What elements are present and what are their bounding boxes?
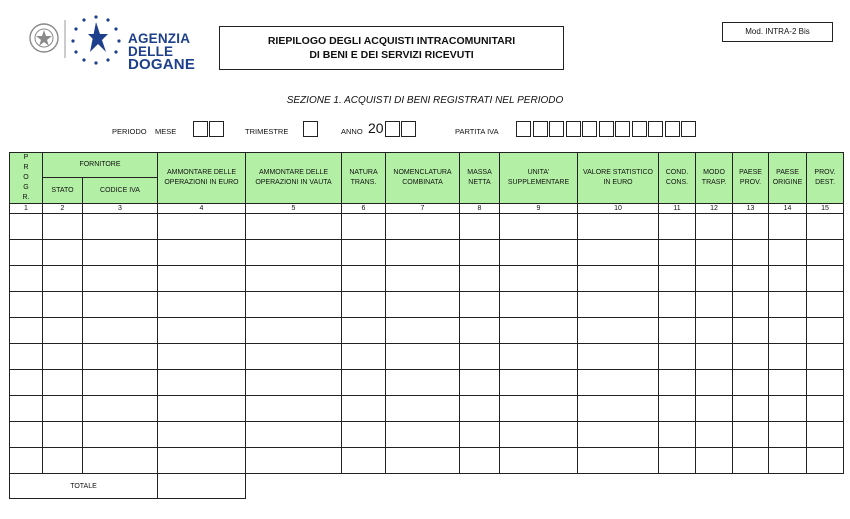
- table-cell[interactable]: [659, 214, 696, 240]
- table-cell[interactable]: [43, 240, 83, 266]
- table-cell[interactable]: [158, 214, 246, 240]
- table-cell[interactable]: [386, 448, 460, 474]
- table-cell[interactable]: [43, 370, 83, 396]
- partita-iva-digit[interactable]: [582, 121, 597, 137]
- column-number: 7: [386, 204, 460, 214]
- partita-iva-digit[interactable]: [516, 121, 531, 137]
- column-number: 10: [578, 204, 659, 214]
- table-cell[interactable]: [500, 266, 578, 292]
- table-cell[interactable]: [500, 370, 578, 396]
- trimestre-label: TRIMESTRE: [245, 127, 289, 136]
- table-cell[interactable]: [733, 240, 769, 266]
- table-cell[interactable]: [246, 344, 342, 370]
- table-cell[interactable]: [696, 240, 733, 266]
- table-cell[interactable]: [769, 240, 807, 266]
- table-cell[interactable]: [342, 344, 386, 370]
- table-cell[interactable]: [733, 266, 769, 292]
- table-cell[interactable]: [460, 448, 500, 474]
- column-number: 2: [43, 204, 83, 214]
- table-cell[interactable]: [158, 266, 246, 292]
- partita-iva-digit[interactable]: [681, 121, 696, 137]
- table-row: [10, 214, 844, 240]
- table-cell[interactable]: [578, 448, 659, 474]
- table-cell[interactable]: [83, 344, 158, 370]
- table-cell[interactable]: [659, 240, 696, 266]
- table-cell[interactable]: [733, 370, 769, 396]
- header-ammontare-euro: AMMONTARE DELLE OPERAZIONI IN EURO: [158, 153, 246, 204]
- eu-stars-icon: [71, 15, 120, 64]
- column-number: 5: [246, 204, 342, 214]
- table-cell[interactable]: [246, 422, 342, 448]
- table-cell[interactable]: [578, 370, 659, 396]
- table-cell[interactable]: [342, 448, 386, 474]
- column-number: 14: [769, 204, 807, 214]
- table-cell[interactable]: [769, 266, 807, 292]
- table-cell[interactable]: [83, 318, 158, 344]
- header-prov-dest: PROV. DEST.: [807, 153, 844, 204]
- table-cell[interactable]: [769, 318, 807, 344]
- table-cell[interactable]: [460, 240, 500, 266]
- table-cell[interactable]: [578, 344, 659, 370]
- table-cell[interactable]: [10, 240, 43, 266]
- partita-iva-digit[interactable]: [648, 121, 663, 137]
- table-cell[interactable]: [659, 448, 696, 474]
- table-row: [10, 344, 844, 370]
- table-cell[interactable]: [10, 214, 43, 240]
- table-cell[interactable]: [246, 240, 342, 266]
- table-cell[interactable]: [43, 396, 83, 422]
- header-unita: UNITA' SUPPLEMENTARE: [500, 153, 578, 204]
- table-cell[interactable]: [43, 422, 83, 448]
- table-cell[interactable]: [500, 292, 578, 318]
- table-cell[interactable]: [342, 370, 386, 396]
- column-number: 8: [460, 204, 500, 214]
- table-cell[interactable]: [807, 370, 844, 396]
- table-cell[interactable]: [500, 396, 578, 422]
- table-cell[interactable]: [696, 422, 733, 448]
- table-cell[interactable]: [500, 448, 578, 474]
- table-cell[interactable]: [696, 370, 733, 396]
- table-cell[interactable]: [83, 266, 158, 292]
- header-ammontare-valuta: AMMONTARE DELLE OPERAZIONI IN VAUTA: [246, 153, 342, 204]
- table-cell[interactable]: [460, 318, 500, 344]
- model-code: Mod. INTRA-2 Bis: [722, 22, 833, 42]
- table-cell[interactable]: [246, 214, 342, 240]
- header-valore: VALORE STATISTICO IN EURO: [578, 153, 659, 204]
- table-cell[interactable]: [83, 396, 158, 422]
- table-cell[interactable]: [733, 422, 769, 448]
- table-cell[interactable]: [807, 292, 844, 318]
- mese-digit-2[interactable]: [209, 121, 224, 137]
- table-cell[interactable]: [769, 344, 807, 370]
- table-cell[interactable]: [158, 344, 246, 370]
- table-cell[interactable]: [807, 396, 844, 422]
- column-number: 9: [500, 204, 578, 214]
- header-natura: NATURA TRANS.: [342, 153, 386, 204]
- table-cell[interactable]: [43, 266, 83, 292]
- table-cell[interactable]: [500, 318, 578, 344]
- table-cell[interactable]: [246, 318, 342, 344]
- republic-emblem-icon: [30, 24, 58, 52]
- partita-iva-digit[interactable]: [533, 121, 548, 137]
- table-cell[interactable]: [246, 370, 342, 396]
- table-cell[interactable]: [659, 292, 696, 318]
- table-cell[interactable]: [10, 448, 43, 474]
- table-cell[interactable]: [342, 214, 386, 240]
- table-row: [10, 370, 844, 396]
- partita-iva-digit[interactable]: [665, 121, 680, 137]
- table-cell[interactable]: [769, 422, 807, 448]
- table-cell[interactable]: [83, 422, 158, 448]
- table-cell[interactable]: [158, 292, 246, 318]
- table-cell[interactable]: [342, 422, 386, 448]
- table-row: [10, 396, 844, 422]
- form-title: RIEPILOGO DEGLI ACQUISTI INTRACOMUNITARI DI BENI E DEI SERVIZI RICEVUTI: [219, 26, 564, 70]
- table-cell[interactable]: [342, 396, 386, 422]
- table-cell[interactable]: [386, 396, 460, 422]
- table-cell[interactable]: [769, 370, 807, 396]
- anno-prefix: 20: [368, 120, 384, 136]
- header-modo: MODO TRASP.: [696, 153, 733, 204]
- table-cell[interactable]: [386, 422, 460, 448]
- column-number: 13: [733, 204, 769, 214]
- periodo-label: PERIODO: [112, 127, 147, 136]
- table-cell[interactable]: [807, 240, 844, 266]
- header-paese-prov: PAESE PROV.: [733, 153, 769, 204]
- table-cell[interactable]: [342, 292, 386, 318]
- acquisti-table: [9, 152, 844, 499]
- table-cell[interactable]: [696, 292, 733, 318]
- table-cell[interactable]: [807, 344, 844, 370]
- partita-iva-digit[interactable]: [566, 121, 581, 137]
- table-cell[interactable]: [386, 266, 460, 292]
- total-spacer: [246, 474, 844, 499]
- table-cell[interactable]: [158, 396, 246, 422]
- table-cell[interactable]: [769, 448, 807, 474]
- table-cell[interactable]: [733, 448, 769, 474]
- table-cell[interactable]: [769, 292, 807, 318]
- column-number: 12: [696, 204, 733, 214]
- partita-iva-digit[interactable]: [615, 121, 630, 137]
- table-cell[interactable]: [659, 344, 696, 370]
- header-fornitore: FORNITORE: [43, 153, 158, 178]
- table-cell[interactable]: [246, 396, 342, 422]
- table-cell[interactable]: [342, 240, 386, 266]
- table-cell[interactable]: [83, 448, 158, 474]
- table-cell[interactable]: [386, 344, 460, 370]
- table-cell[interactable]: [733, 318, 769, 344]
- table-cell[interactable]: [460, 422, 500, 448]
- table-cell[interactable]: [733, 292, 769, 318]
- table-cell[interactable]: [158, 240, 246, 266]
- partita-iva-digit[interactable]: [549, 121, 564, 137]
- table-cell[interactable]: [659, 266, 696, 292]
- table-cell[interactable]: [500, 240, 578, 266]
- header-paese-origine: PAESE ORIGINE: [769, 153, 807, 204]
- table-cell[interactable]: [659, 396, 696, 422]
- table-cell[interactable]: [43, 214, 83, 240]
- table-cell[interactable]: [696, 448, 733, 474]
- table-cell[interactable]: [10, 370, 43, 396]
- table-cell[interactable]: [500, 214, 578, 240]
- table-cell[interactable]: [10, 318, 43, 344]
- table-cell[interactable]: [578, 318, 659, 344]
- table-cell[interactable]: [43, 318, 83, 344]
- total-label: TOTALE: [10, 474, 158, 499]
- table-cell[interactable]: [696, 214, 733, 240]
- table-cell[interactable]: [158, 318, 246, 344]
- table-cell[interactable]: [246, 448, 342, 474]
- table-cell[interactable]: [659, 370, 696, 396]
- column-number-row: [10, 204, 844, 214]
- table-cell[interactable]: [733, 396, 769, 422]
- table-cell[interactable]: [83, 370, 158, 396]
- table-row: [10, 266, 844, 292]
- table-cell[interactable]: [500, 422, 578, 448]
- table-cell[interactable]: [43, 292, 83, 318]
- table-row: [10, 448, 844, 474]
- table-row: [10, 292, 844, 318]
- header-codice-iva: CODICE IVA: [83, 178, 158, 204]
- table-cell[interactable]: [659, 318, 696, 344]
- table-cell[interactable]: [696, 318, 733, 344]
- header-progr: P R O G R.: [10, 153, 43, 204]
- trimestre-digit[interactable]: [303, 121, 318, 137]
- header-stato: STATO: [43, 178, 83, 204]
- table-cell[interactable]: [460, 396, 500, 422]
- partita-iva-digit[interactable]: [599, 121, 614, 137]
- table-cell[interactable]: [807, 266, 844, 292]
- table-cell[interactable]: [659, 422, 696, 448]
- table-cell[interactable]: [386, 370, 460, 396]
- anno-digit-1[interactable]: [385, 121, 400, 137]
- data-rows: [10, 214, 844, 474]
- table-cell[interactable]: [10, 396, 43, 422]
- partita-iva-digit[interactable]: [632, 121, 647, 137]
- section-title: SEZIONE 1. ACQUISTI DI BENI REGISTRATI NEL PERIODO: [286, 95, 564, 106]
- table-cell[interactable]: [769, 396, 807, 422]
- table-cell[interactable]: [696, 266, 733, 292]
- table-cell[interactable]: [578, 292, 659, 318]
- table-cell[interactable]: [83, 292, 158, 318]
- table-cell[interactable]: [807, 448, 844, 474]
- table-cell[interactable]: [578, 396, 659, 422]
- table-cell[interactable]: [158, 370, 246, 396]
- table-cell[interactable]: [807, 214, 844, 240]
- partita-iva-label: PARTITA IVA: [455, 127, 499, 136]
- column-number: 3: [83, 204, 158, 214]
- table-cell[interactable]: [386, 214, 460, 240]
- column-number: 4: [158, 204, 246, 214]
- column-number: 15: [807, 204, 844, 214]
- table-cell[interactable]: [578, 214, 659, 240]
- table-cell[interactable]: [83, 214, 158, 240]
- column-number: 6: [342, 204, 386, 214]
- agency-name: AGENZIA DELLE DOGANE: [128, 31, 196, 73]
- table-cell[interactable]: [386, 318, 460, 344]
- table-cell[interactable]: [342, 318, 386, 344]
- table-cell[interactable]: [386, 240, 460, 266]
- table-cell[interactable]: [10, 266, 43, 292]
- table-cell[interactable]: [83, 240, 158, 266]
- total-value-cell[interactable]: [158, 474, 246, 499]
- table-row: [10, 318, 844, 344]
- table-cell[interactable]: [158, 448, 246, 474]
- table-cell[interactable]: [43, 344, 83, 370]
- table-cell[interactable]: [43, 448, 83, 474]
- table-cell[interactable]: [578, 240, 659, 266]
- table-cell[interactable]: [342, 266, 386, 292]
- table-cell[interactable]: [460, 344, 500, 370]
- table-cell[interactable]: [460, 214, 500, 240]
- table-cell[interactable]: [10, 344, 43, 370]
- header-massa: MASSA NETTA: [460, 153, 500, 204]
- header-cond: COND. CONS.: [659, 153, 696, 204]
- column-number: 1: [10, 204, 43, 214]
- table-cell[interactable]: [246, 292, 342, 318]
- table-cell[interactable]: [769, 214, 807, 240]
- table-cell[interactable]: [733, 344, 769, 370]
- table-cell[interactable]: [460, 292, 500, 318]
- table-cell[interactable]: [733, 214, 769, 240]
- header-nomenclatura: NOMENCLATURA COMBINATA: [386, 153, 460, 204]
- table-cell[interactable]: [500, 344, 578, 370]
- anno-label: ANNO: [341, 127, 363, 136]
- table-cell[interactable]: [386, 292, 460, 318]
- table-row: [10, 240, 844, 266]
- mese-digit-1[interactable]: [193, 121, 208, 137]
- table-cell[interactable]: [807, 318, 844, 344]
- table-cell[interactable]: [696, 344, 733, 370]
- mese-label: MESE: [155, 127, 177, 136]
- table-row: [10, 422, 844, 448]
- table-cell[interactable]: [696, 396, 733, 422]
- table-cell[interactable]: [578, 266, 659, 292]
- table-cell[interactable]: [807, 422, 844, 448]
- table-cell[interactable]: [158, 422, 246, 448]
- anno-digit-2[interactable]: [401, 121, 416, 137]
- table-cell[interactable]: [10, 422, 43, 448]
- table-cell[interactable]: [460, 266, 500, 292]
- table-cell[interactable]: [246, 266, 342, 292]
- table-cell[interactable]: [578, 422, 659, 448]
- table-cell[interactable]: [10, 292, 43, 318]
- table-cell[interactable]: [460, 370, 500, 396]
- column-number: 11: [659, 204, 696, 214]
